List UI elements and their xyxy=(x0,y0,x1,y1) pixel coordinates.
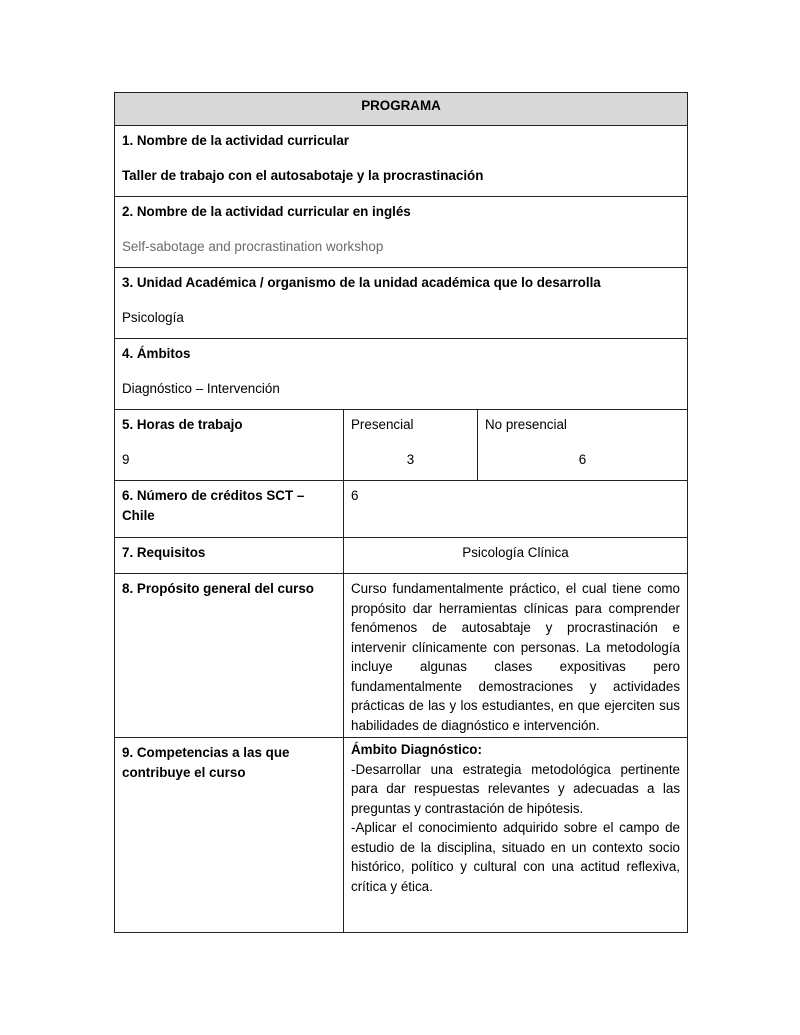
section-4-label: 4. Ámbitos xyxy=(122,346,191,361)
section-9-item-1: -Desarrollar una estrategia metodológica pertinente para dar respuestas relevantes y adecuadas a las preguntas y contrastación de hipótesis. xyxy=(351,761,681,816)
section-2-label: 2. Nombre de la actividad curricular en inglés xyxy=(122,204,411,219)
presencial-label: Presencial xyxy=(351,417,414,432)
section-9-item-2: -Aplicar el conocimiento adquirido sobre el campo de estudio de la disciplina, situado en un contexto socio histórico, político y cultural con una actitud reflexiva, crítica y ética. xyxy=(351,820,681,894)
no-presencial-label: No presencial xyxy=(485,417,567,432)
section-9-label-line2: contribuye el curso xyxy=(122,764,246,780)
program-table xyxy=(114,92,688,933)
section-5-total: 9 xyxy=(122,451,130,467)
section-1-value: Taller de trabajo con el autosabotaje y la procrastinación xyxy=(122,167,484,183)
section-9-heading: Ámbito Diagnóstico: xyxy=(351,742,482,757)
section-5-no-presencial xyxy=(478,410,688,481)
section-9-label-line1: 9. Competencias a las que xyxy=(122,745,290,760)
section-1-label: 1. Nombre de la actividad curricular xyxy=(122,133,349,148)
section-8-label: 8. Propósito general del curso xyxy=(115,574,344,738)
section-6-value: 6 xyxy=(344,481,688,538)
section-8-value: Curso fundamentalmente práctico, el cual tiene como propósito dar herramientas clínicas para comprender fenómenos de autosabtaje y procrastinación e intervenir clínicamente con personas. La metodología incluye algunas clases expositivas pero fundamentalmente demostraciones y actividades prácticas de las y los estudiantes, en que ejerciten sus habilidades de diagnóstico e intervención. xyxy=(344,574,688,738)
section-6-label-line2: Chile xyxy=(122,507,155,523)
section-2 xyxy=(115,197,688,268)
section-6-label-line1: 6. Número de créditos SCT – xyxy=(122,488,305,503)
no-presencial-value: 6 xyxy=(578,451,587,467)
section-4-value: Diagnóstico – Intervención xyxy=(122,380,280,396)
section-3-value: Psicología xyxy=(122,309,184,325)
section-9-content xyxy=(344,738,688,933)
section-6 xyxy=(115,481,344,538)
section-4 xyxy=(115,339,688,410)
section-5 xyxy=(115,410,344,481)
section-5-label: 5. Horas de trabajo xyxy=(122,417,243,432)
section-7-value: Psicología Clínica xyxy=(344,538,688,574)
section-7-label: 7. Requisitos xyxy=(115,538,344,574)
section-3-label: 3. Unidad Académica / organismo de la unidad académica que lo desarrolla xyxy=(122,275,601,290)
table-header: PROGRAMA xyxy=(115,93,688,126)
section-2-value: Self-sabotage and procrastination workshop xyxy=(122,238,384,254)
section-1 xyxy=(115,126,688,197)
presencial-value: 3 xyxy=(406,451,415,467)
section-3 xyxy=(115,268,688,339)
section-5-presencial xyxy=(344,410,478,481)
section-9 xyxy=(115,738,344,933)
